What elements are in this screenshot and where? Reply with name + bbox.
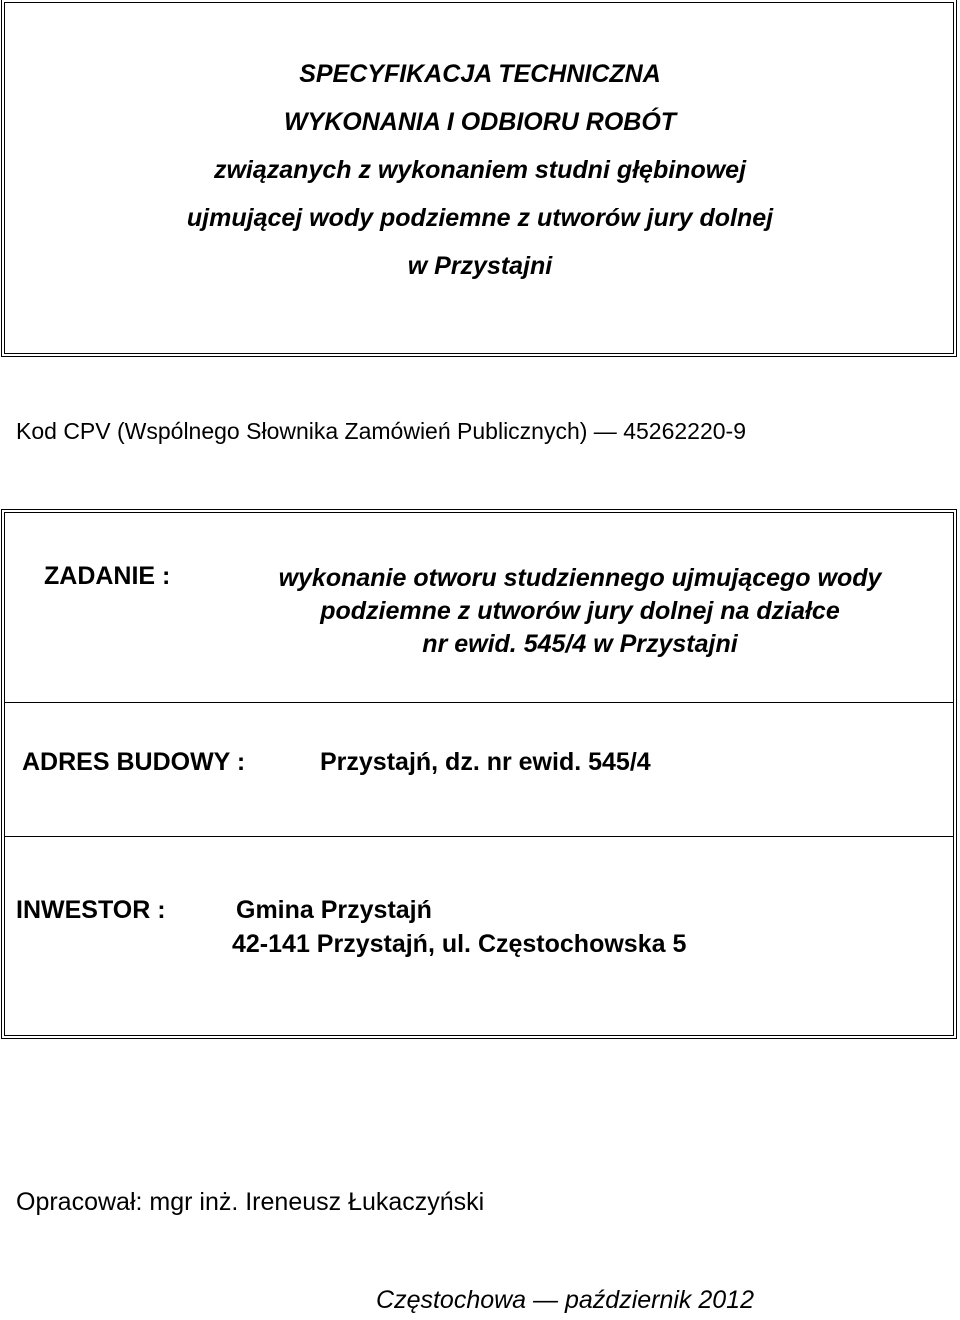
address-label [22, 748, 245, 777]
cpv-code: Kod CPV (Wspólnego Słownika Zamówień Publicznych) — 45262220-9 [16, 418, 746, 444]
address-value: Przystajń, dz. nr ewid. 545/4 [320, 748, 651, 776]
task-line-1: wykonanie otworu studziennego ujmującego wody [278, 564, 882, 592]
investor-label: INWESTOR : [16, 896, 166, 924]
place-date: Częstochowa — październik 2012 [376, 1286, 754, 1314]
task-line-3: nr ewid. 545/4 w Przystajni [422, 630, 738, 658]
task-label: ZADANIE : [44, 562, 171, 590]
title-line-5: w Przystajni [407, 252, 553, 280]
title-line-1: SPECYFIKACJA TECHNICZNA [299, 60, 661, 88]
title-line-4: ujmującej wody podziemne z utworów jury dolnej [186, 204, 774, 232]
task-line-2: podziemne z utworów jury dolnej na działce [320, 597, 840, 625]
document-title [0, 50, 960, 290]
row-divider-2 [4, 836, 954, 837]
address-label-text: ADRES BUDOWY : [22, 748, 246, 776]
title-line-2: WYKONANIA I ODBIORU ROBÓT [283, 108, 677, 136]
title-line-3: związanych z wykonaniem studni głębinowej [213, 156, 747, 184]
investor-address: 42-141 Przystajń, ul. Częstochowska 5 [232, 930, 687, 958]
investor-name: Gmina Przystajń [236, 896, 432, 924]
task-description [240, 562, 920, 661]
row-divider-1 [4, 702, 954, 703]
author: Opracował: mgr inż. Ireneusz Łukaczyński [16, 1188, 485, 1216]
